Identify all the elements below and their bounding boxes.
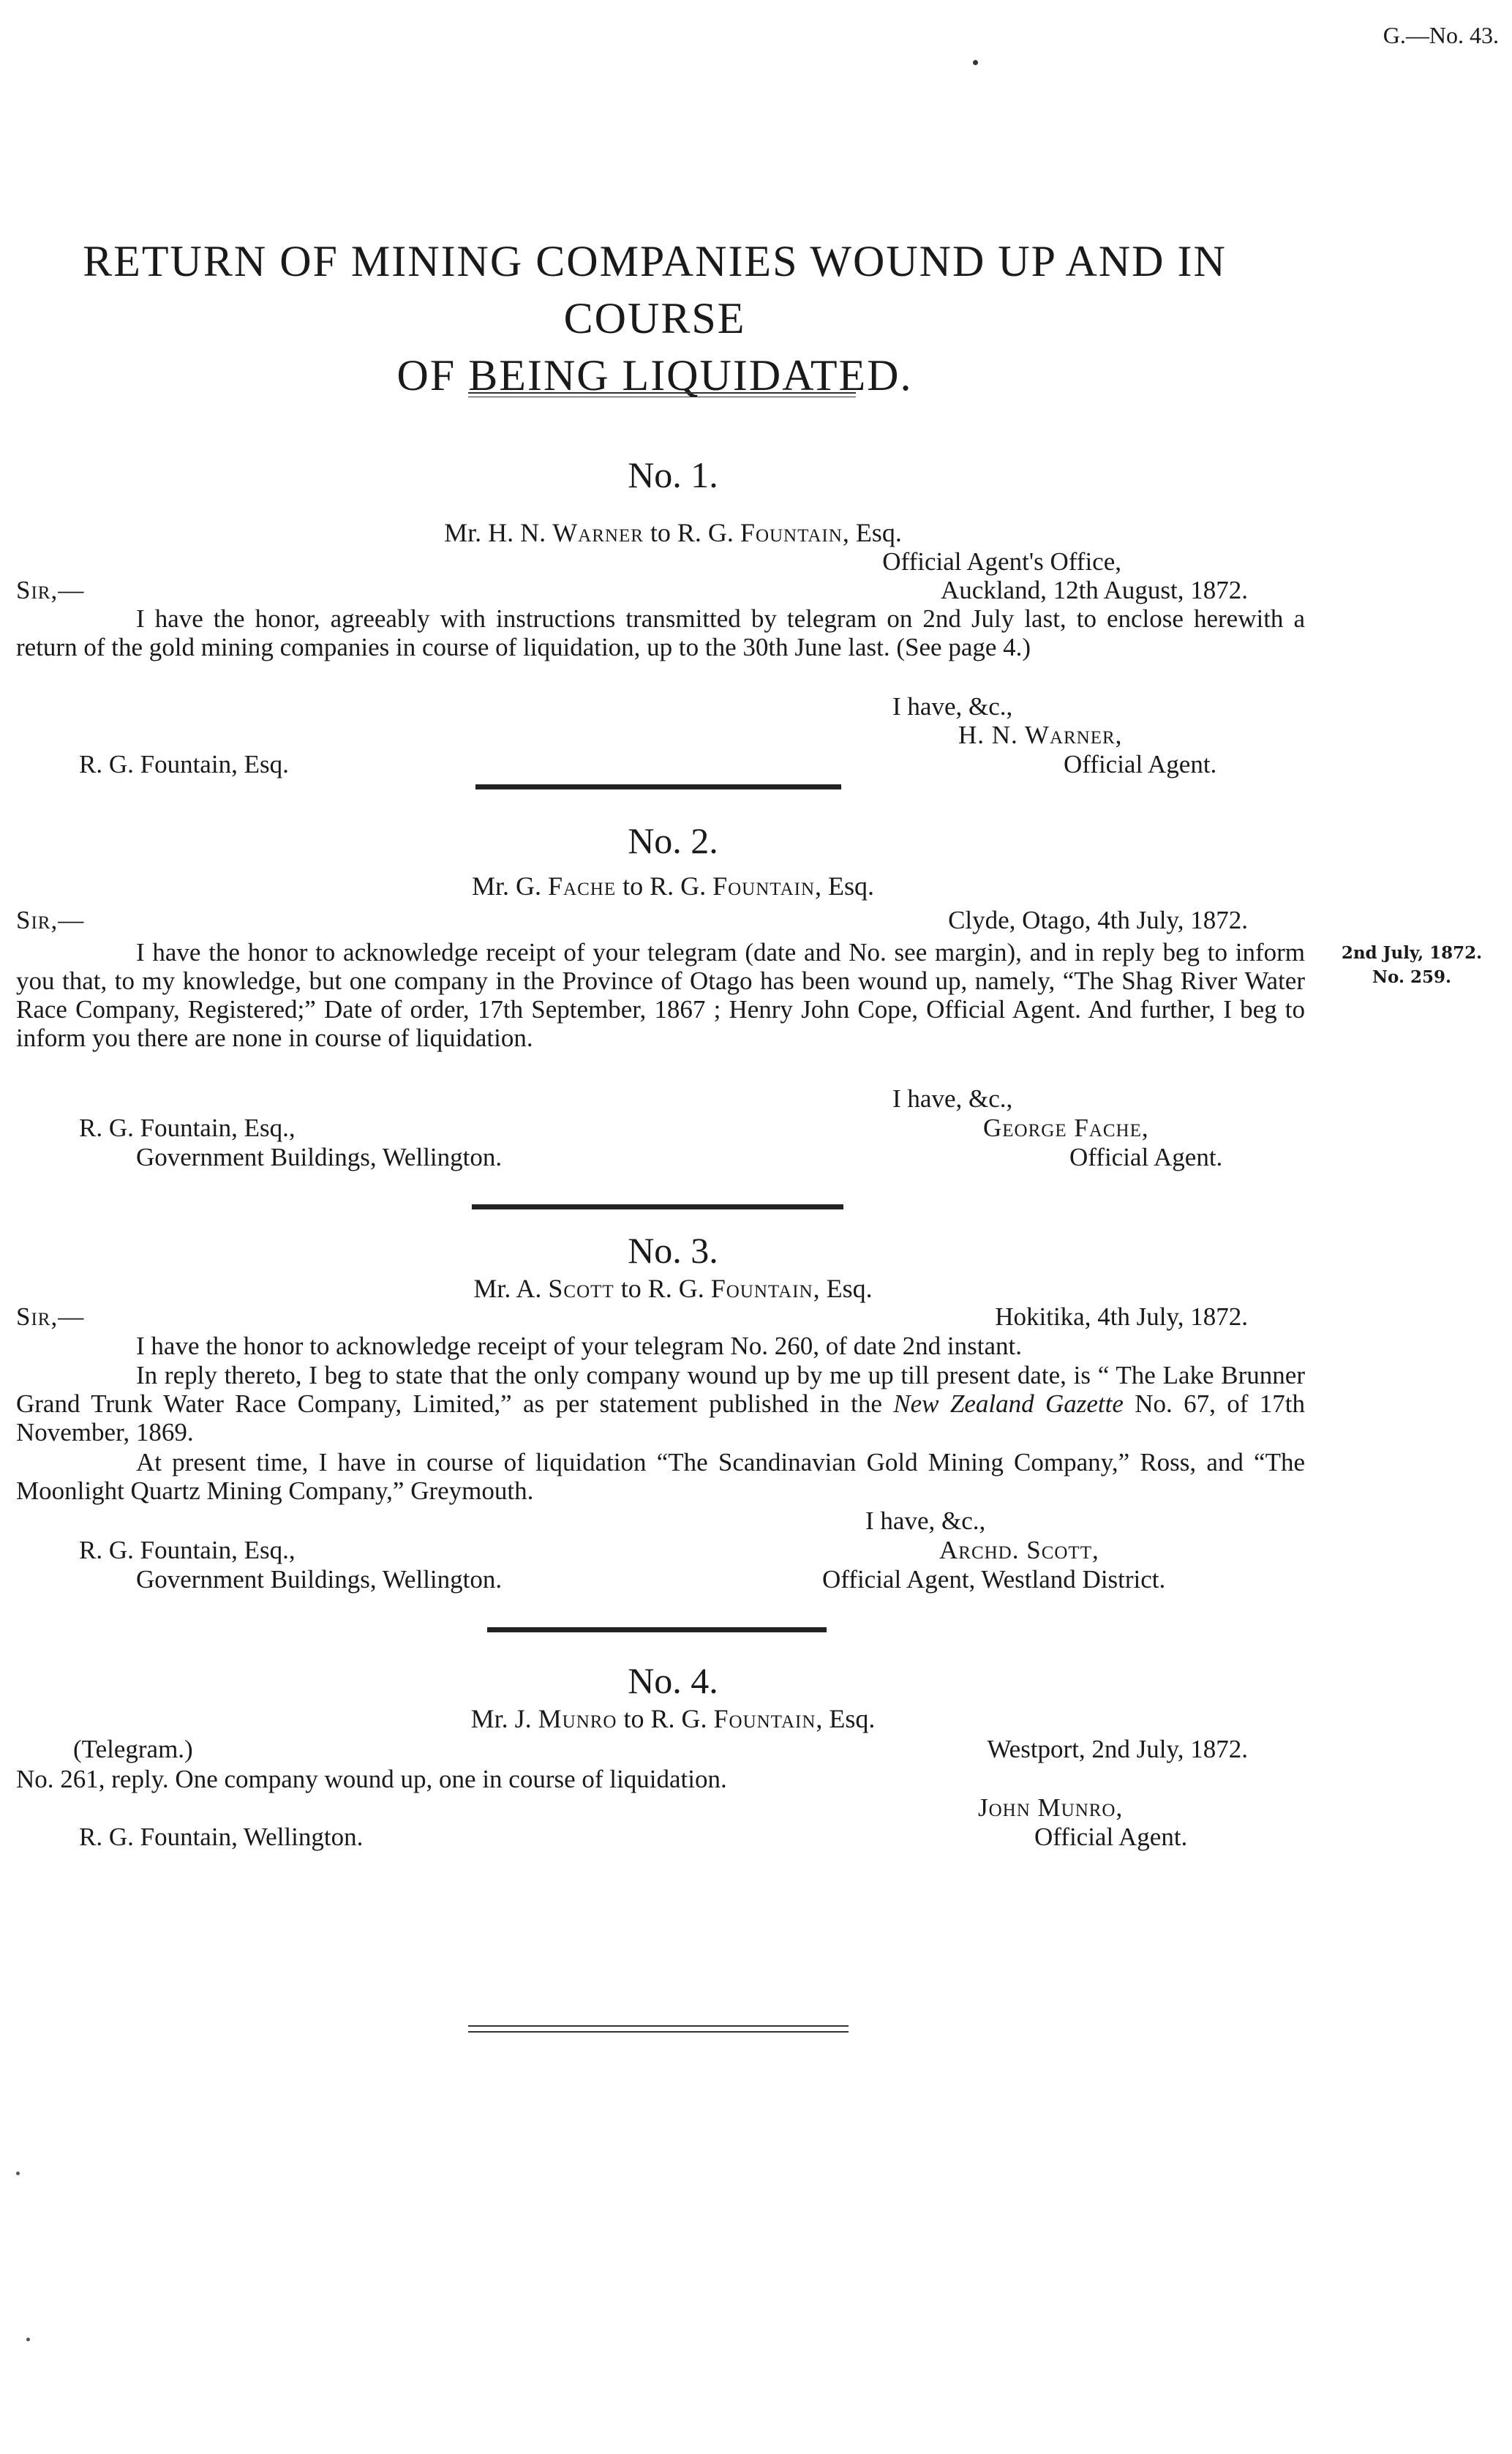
letter-1-signature-name: H. N. Warner, bbox=[958, 721, 1123, 749]
letter-2-sender: Fache bbox=[548, 871, 617, 901]
letter-1-number: No. 1. bbox=[628, 454, 718, 495]
letter-1-body: I have the honor, agreeably with instructions transmitted by telegram on 2nd July last, to enclose herewith a return of the gold mining companies in course of liquidation, up to the 30th June last. (See page 4.) bbox=[16, 604, 1305, 661]
letter-2-recipient: Fountain bbox=[712, 871, 815, 901]
letter-3-paragraph-2 bbox=[16, 1361, 1305, 1446]
letter-3-addressee-line-1: R. G. Fountain, Esq., bbox=[79, 1536, 296, 1564]
letter-4-signature-name: John Munro, bbox=[978, 1793, 1124, 1822]
letter-3-paragraph-2-text-a: In reply thereto, I beg to state that the only company wound up by me up till present date, is “ The Lake Brunner Grand Trunk Water Race Company, Limited,” as per statement published in the bbox=[16, 1361, 1305, 1418]
letter-2-closing: I have, &c., bbox=[892, 1084, 1013, 1113]
letter-1-signature bbox=[958, 721, 1122, 750]
letter-1-salutation-text: Sir,— bbox=[16, 576, 85, 604]
letter-2-divider bbox=[472, 1204, 843, 1209]
letter-1-heading-esq: , Esq. bbox=[842, 518, 902, 547]
letter-2-heading-esq: , Esq. bbox=[815, 871, 874, 901]
letter-4-telegram-label: (Telegram.) bbox=[73, 1735, 193, 1763]
letter-1-heading-mr: Mr. H. N. bbox=[444, 518, 546, 547]
letter-1-signature-title: Official Agent. bbox=[1064, 750, 1217, 778]
letter-2-body: I have the honor to acknowledge receipt of your telegram (date and No. see margin), and in reply beg to inform you that, to my knowledge, but one company in the Province of Otago has been wound up, namely, “The Shag River Water Race Company, Registered;” Date of order, 17th September, 1867 ; Henry John Cope, Official Agent. And further, I beg to inform you there are none in course of liquidation. bbox=[16, 938, 1305, 1052]
letter-1-addressee: R. G. Fountain, Esq. bbox=[79, 750, 289, 778]
letter-3-closing: I have, &c., bbox=[865, 1506, 986, 1535]
letter-3-recipient: Fountain bbox=[710, 1274, 813, 1303]
letter-3-number: No. 3. bbox=[628, 1230, 718, 1271]
letter-3-paragraph-2-text-b: No. 67, of 17th November, 1869. bbox=[16, 1389, 1305, 1446]
letter-2-signature bbox=[983, 1114, 1149, 1143]
document-title bbox=[15, 233, 1295, 404]
letter-3-paragraph-3: At present time, I have in course of liquidation “The Scandinavian Gold Mining Company,” Ross, and “The Moonlight Quartz Mining Company,” Greymouth. bbox=[16, 1448, 1305, 1505]
letter-4-addressee: R. G. Fountain, Wellington. bbox=[79, 1823, 364, 1851]
letter-3-heading-esq: , Esq. bbox=[813, 1274, 873, 1303]
letter-4-sender: Munro bbox=[538, 1704, 617, 1733]
letter-3-salutation-text: Sir,— bbox=[16, 1302, 85, 1331]
letter-2-signature-name: George Fache, bbox=[983, 1114, 1149, 1142]
letter-2-heading-to: to R. G. bbox=[623, 871, 707, 901]
letter-3-heading-mr: Mr. A. bbox=[473, 1274, 542, 1303]
letter-4-heading-to: to R. G. bbox=[623, 1704, 707, 1733]
letter-2-salutation-text: Sir,— bbox=[16, 906, 85, 934]
title-line-1: RETURN OF MINING COMPANIES WOUND UP AND IN COURSE bbox=[83, 237, 1227, 342]
letter-1-address-line-1: Official Agent's Office, bbox=[882, 547, 1121, 576]
letter-1-closing: I have, &c., bbox=[892, 692, 1013, 721]
letter-4-body: No. 261, reply. One company wound up, one in course of liquidation. bbox=[16, 1765, 727, 1793]
letter-3-signature-title: Official Agent, Westland District. bbox=[822, 1565, 1166, 1594]
ink-speck bbox=[973, 60, 978, 65]
letter-3-divider bbox=[487, 1627, 827, 1632]
letter-2-number: No. 2. bbox=[628, 820, 718, 861]
letter-4-signature bbox=[978, 1793, 1123, 1823]
gazette-title: New Zealand Gazette bbox=[893, 1389, 1124, 1418]
letter-4-recipient: Fountain bbox=[713, 1704, 816, 1733]
letter-4-heading bbox=[0, 1703, 1346, 1734]
title-line-2: OF BEING LIQUIDATED. bbox=[396, 351, 913, 399]
letter-3-address: Hokitika, 4th July, 1872. bbox=[995, 1302, 1248, 1331]
letter-3-signature bbox=[939, 1536, 1099, 1565]
letter-2-signature-title: Official Agent. bbox=[1069, 1143, 1223, 1171]
letter-1-recipient: Fountain bbox=[740, 518, 843, 547]
letter-1-heading bbox=[0, 517, 1346, 548]
letter-2-margin-note bbox=[1324, 941, 1500, 989]
letter-2-addressee-line-2: Government Buildings, Wellington. bbox=[136, 1143, 503, 1171]
letter-3-sender: Scott bbox=[548, 1274, 614, 1303]
letter-3-signature-name: Archd. Scott, bbox=[939, 1536, 1099, 1564]
letter-3-paragraph-1: I have the honor to acknowledge receipt of your telegram No. 260, of date 2nd instant. bbox=[136, 1332, 1023, 1360]
scan-speck bbox=[26, 2338, 30, 2341]
title-divider bbox=[468, 392, 856, 397]
letter-4-address: Westport, 2nd July, 1872. bbox=[987, 1735, 1248, 1763]
margin-note-date: 2nd July, 1872. bbox=[1341, 943, 1483, 963]
letter-2-addressee-line-1: R. G. Fountain, Esq., bbox=[79, 1114, 296, 1142]
letter-1-heading-to: to R. G. bbox=[650, 518, 734, 547]
letter-3-heading-to: to R. G. bbox=[620, 1274, 704, 1303]
letter-1-divider bbox=[475, 784, 841, 789]
letter-1-address-line-2: Auckland, 12th August, 1872. bbox=[941, 576, 1248, 604]
letter-2-address: Clyde, Otago, 4th July, 1872. bbox=[948, 906, 1248, 934]
letter-4-signature-title: Official Agent. bbox=[1034, 1823, 1188, 1851]
letter-2-heading bbox=[0, 871, 1346, 901]
scan-speck bbox=[16, 2172, 20, 2175]
letter-4-heading-mr: Mr. J. bbox=[470, 1704, 532, 1733]
letter-3-addressee-line-2: Government Buildings, Wellington. bbox=[136, 1565, 503, 1594]
page-identifier: G.—No. 43. bbox=[1383, 22, 1499, 48]
letter-4-heading-esq: , Esq. bbox=[816, 1704, 876, 1733]
letter-3-heading bbox=[0, 1273, 1346, 1304]
letter-2-heading-mr: Mr. G. bbox=[472, 871, 542, 901]
closing-divider bbox=[468, 2025, 849, 2033]
letter-4-number: No. 4. bbox=[628, 1660, 718, 1701]
margin-note-number: No. 259. bbox=[1372, 967, 1451, 987]
letter-1-sender: Warner bbox=[552, 518, 644, 547]
